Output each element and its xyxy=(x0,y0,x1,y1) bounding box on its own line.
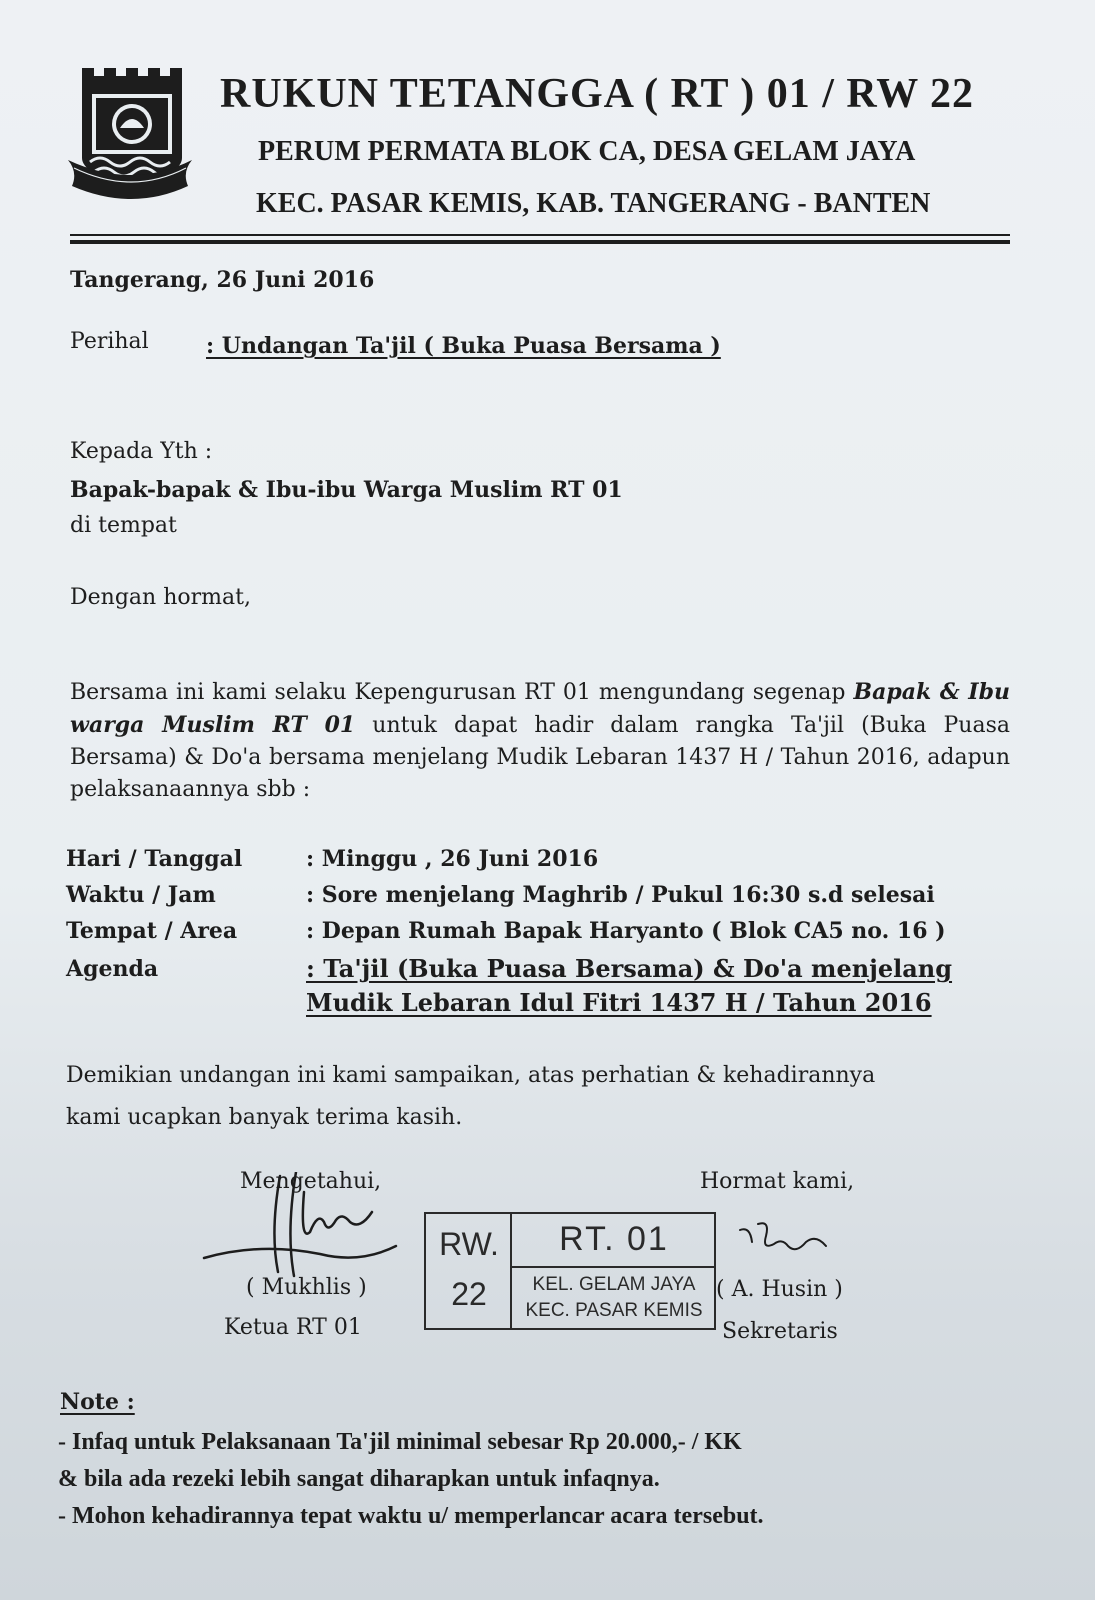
left-sign-name: ( Mukhlis ) xyxy=(246,1275,367,1300)
org-title: RUKUN TETANGGA ( RT ) 01 / RW 22 xyxy=(220,71,975,117)
secretary-signature-icon xyxy=(736,1216,836,1266)
left-sign-heading: Mengetahui, xyxy=(240,1169,382,1194)
body-text-part2: untuk dapat hadir dalam rangka Ta'jil (Buka Puasa Bersama) & Do'a bersama menjelang Mudik Lebaran 1437 H / Tahun 2016, adapun pelaksanaannya sbb : xyxy=(70,713,1010,802)
header-divider-thick xyxy=(70,240,1010,244)
addressee-name: Bapak-bapak & Ibu-ibu Warga Muslim RT 01 xyxy=(70,477,623,503)
rt-stamp xyxy=(424,1212,716,1330)
closing-line2: kami ucapkan banyak terima kasih. xyxy=(66,1105,463,1130)
closing-line1: Demikian undangan ini kami sampaikan, atas perhatian & kehadirannya xyxy=(66,1063,876,1088)
note-item-2: & bila ada rezeki lebih sangat diharapkan untuk infaqnya. xyxy=(58,1466,660,1492)
stamp-rw-number: 22 xyxy=(451,1276,487,1312)
detail-label-agenda: Agenda xyxy=(66,956,159,982)
body-paragraph xyxy=(70,676,1010,806)
right-sign-heading: Hormat kami, xyxy=(700,1169,855,1194)
note-item-3: - Mohon kehadirannya tepat waktu u/ memperlancar acara tersebut. xyxy=(58,1503,764,1529)
detail-value-date: : Minggu , 26 Juni 2016 xyxy=(306,846,599,872)
header-divider-thin xyxy=(70,234,1010,236)
detail-label-time: Waktu / Jam xyxy=(66,882,216,908)
stamp-kec: KEC. PASAR KEMIS xyxy=(525,1300,703,1321)
detail-value-place: : Depan Rumah Bapak Haryanto ( Blok CA5 no. 16 ) xyxy=(306,918,946,944)
logo-motto xyxy=(0,0,1,1)
right-sign-name: ( A. Husin ) xyxy=(716,1277,843,1302)
regency-emblem-icon xyxy=(68,62,192,202)
detail-label-date: Hari / Tanggal xyxy=(66,846,243,872)
subject-label: Perihal xyxy=(70,329,149,354)
body-text-emphasis: Bapak & Ibu warga Muslim RT 01 xyxy=(70,679,1010,738)
subject-value: : Undangan Ta'jil ( Buka Puasa Bersama ) xyxy=(206,333,721,359)
stamp-rt-label: RT. 01 xyxy=(559,1220,669,1258)
note-heading: Note : xyxy=(60,1389,135,1415)
detail-label-place: Tempat / Area xyxy=(66,918,238,944)
addressee-place: di tempat xyxy=(70,513,177,538)
stamp-kel: KEL. GELAM JAYA xyxy=(532,1274,696,1295)
left-sign-role: Ketua RT 01 xyxy=(224,1315,362,1340)
right-sign-role: Sekretaris xyxy=(722,1319,838,1344)
org-address-line1: PERUM PERMATA BLOK CA, DESA GELAM JAYA xyxy=(258,136,916,167)
org-address-line2: KEC. PASAR KEMIS, KAB. TANGERANG - BANTEN xyxy=(256,188,931,219)
note-item-1: - Infaq untuk Pelaksanaan Ta'jil minimal sebesar Rp 20.000,- / KK xyxy=(58,1429,742,1455)
body-text-part1: Bersama ini kami selaku Kepengurusan RT 01 mengundang segenap xyxy=(70,680,854,705)
note-list xyxy=(58,1424,764,1535)
greeting: Dengan hormat, xyxy=(70,585,251,610)
stamp-divider xyxy=(512,1266,714,1268)
stamp-rw-label: RW. xyxy=(439,1226,499,1262)
place-date: Tangerang, 26 Juni 2016 xyxy=(70,267,375,293)
addressee-intro: Kepada Yth : xyxy=(70,439,213,464)
detail-value-agenda: : Ta'jil (Buka Puasa Bersama) & Do'a menjelang Mudik Lebaran Idul Fitri 1437 H / Tahun 2016 xyxy=(306,954,953,1017)
stamp-rw-box xyxy=(426,1214,512,1328)
detail-value-time: : Sore menjelang Maghrib / Pukul 16:30 s.d selesai xyxy=(306,882,935,908)
